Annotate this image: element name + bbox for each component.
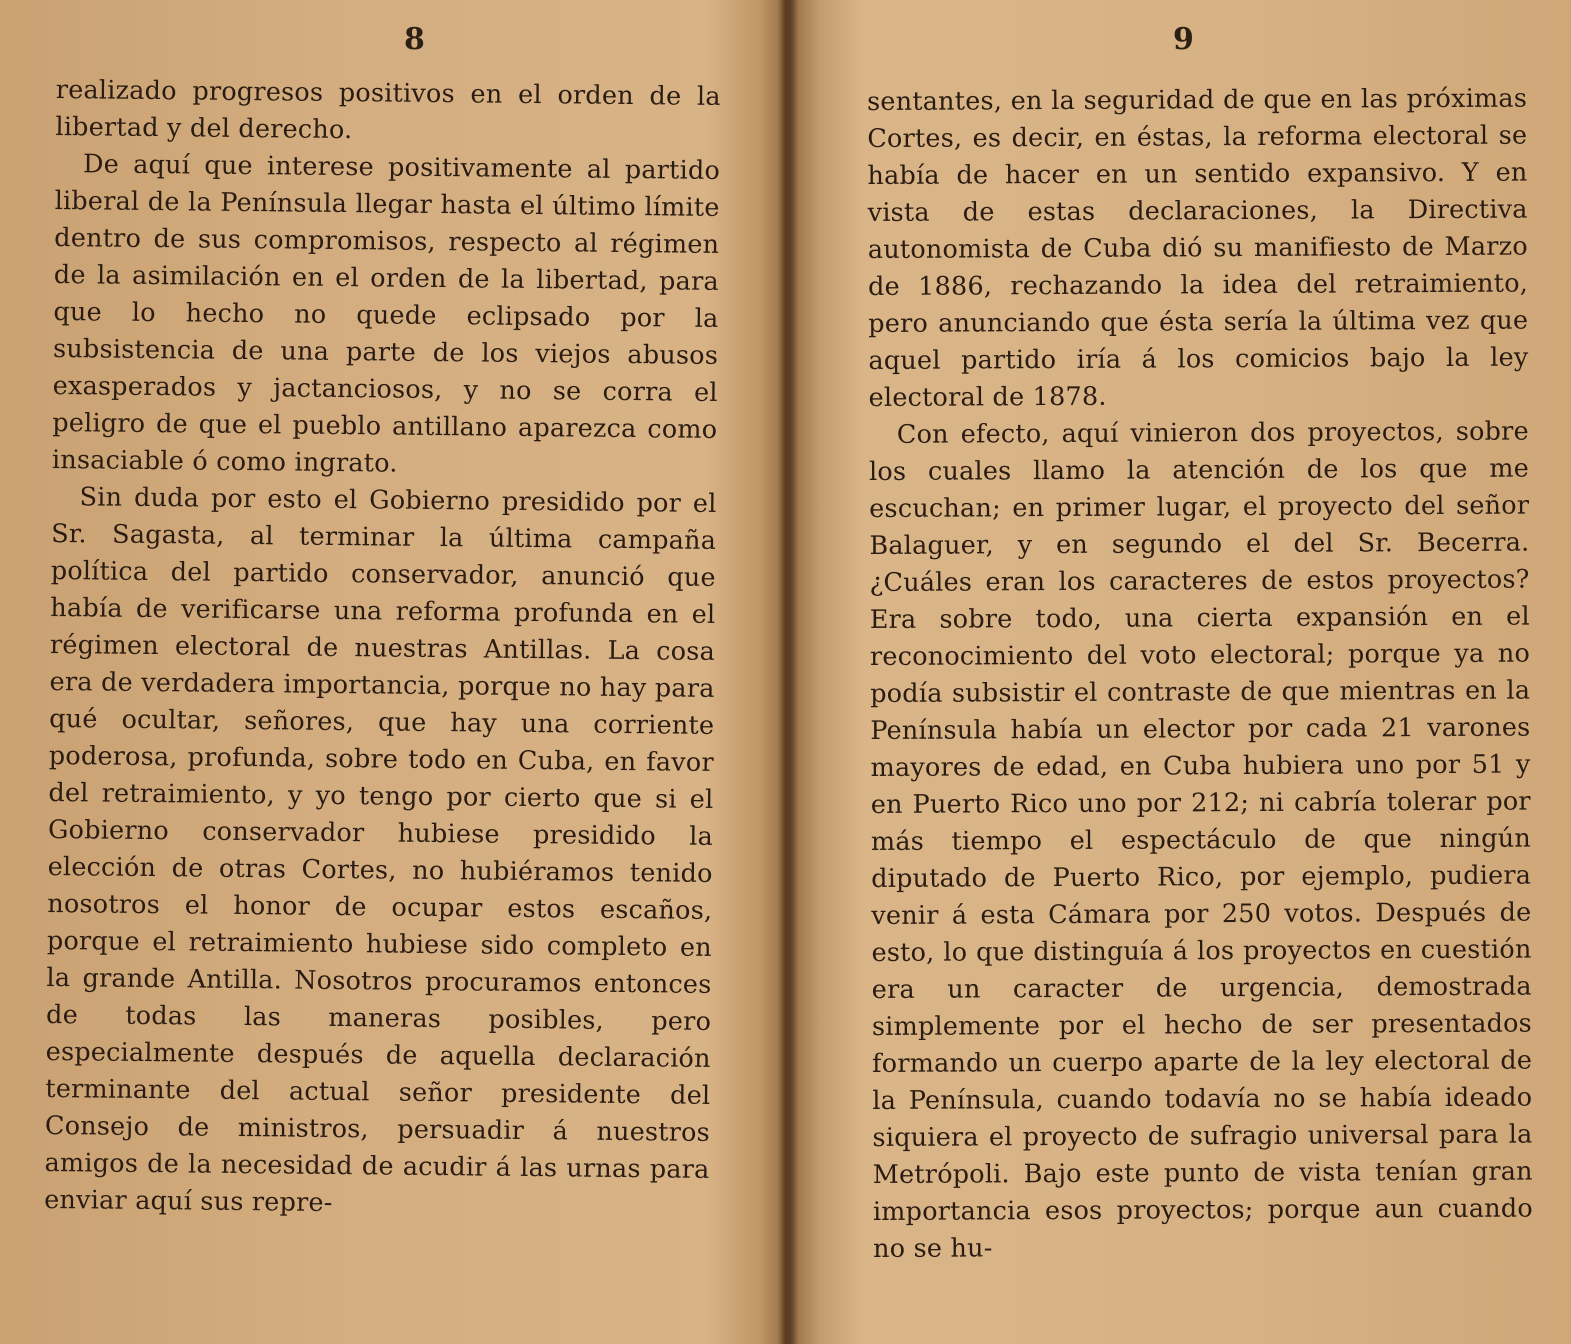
paragraph: realizado progresos positivos en el orden de la libertad y del derecho. <box>55 74 721 146</box>
paragraph: De aquí que interese positivamente al partido liberal de la Península llegar hasta el último límite dentro de sus compromisos, respecto al régimen de la asimilación en el orden de la libertad, para que lo hecho no quede eclipsado por la subsistencia de una parte de los viejos abusos exasperados y jactanciosos, y no se corra el peligro de que el pueblo antillano aparezca como insaciable ó como ingrato. <box>51 149 721 479</box>
paragraph: sentantes, en la seguridad de que en las próximas Cortes, es decir, en éstas, la reforma electoral se había de hacer en un sentido expansivo. Y en vista de estas declaraciones, la Directiva autonomista de Cuba dió su manifiesto de Marzo de 1886, rechazando la idea del retraimiento, pero anunciando que ésta sería la última vez que aquel partido iría á los comicios bajo la ley electoral de 1878. <box>867 83 1529 413</box>
page-text <box>44 72 721 1226</box>
page-number: 8 <box>404 22 425 57</box>
paragraph: Sin duda por esto el Gobierno presidido por el Sr. Sagasta, al terminar la última campaña política del partido conservador, anunció que había de verificarse una reforma profunda en el régimen electoral de nuestras Antillas. La cosa era de verdadera importancia, porque no hay para qué ocultar, señores, que hay una corriente poderosa, profunda, sobre todo en Cuba, en favor del retraimiento, y yo tengo por cierto que si el Gobierno conservador hubiese presidido la elección de otras Cortes, no hubiéramos tenido nosotros el honor de ocupar estos escaños, porque el retraimiento hubiese sido completo en la grande Antilla. Nosotros procuramos entonces de todas las maneras posibles, pero especialmente después de aquella declaración terminante del actual señor presidente del Consejo de ministros, persuadir á nuestros amigos de la necesidad de acudir á las urnas para enviar aquí sus repre- <box>44 482 717 1218</box>
page-number: 9 <box>1173 22 1194 57</box>
right-page <box>785 0 1571 1344</box>
paragraph: Con efecto, aquí vinieron dos proyectos, sobre los cuales llamo la atención de los que me escuchan; en primer lugar, el proyecto del señor Balaguer, y en segundo el del Sr. Becerra. ¿Cuáles eran los caracteres de estos proyectos? Era sobre todo, una cierta expansión en el reconocimiento del voto electoral; porque ya no podía subsistir el contraste de que mientras en la Península había un elector por cada 21 varones mayores de edad, en Cuba hubiera uno por 51 y en Puerto Rico uno por 212; ni cabría tolerar por más tiempo el espectáculo de que ningún diputado de Puerto Rico, por ejemplo, pudiera venir á esta Cámara por 250 votos. Después de esto, lo que distinguía á los proyectos en cuestión era un caracter de urgencia, demostrada simplemente por el hecho de ser presentados formando un cuerpo aparte de la ley electoral de la Península, cuando todavía no se había ideado siquiera el proyecto de sufragio universal para la Metrópoli. Bajo este punto de vista tenían gran importancia esos proyectos; porque aun cuando no se hu- <box>868 416 1533 1264</box>
page-text <box>867 81 1533 1268</box>
left-page <box>0 0 785 1344</box>
